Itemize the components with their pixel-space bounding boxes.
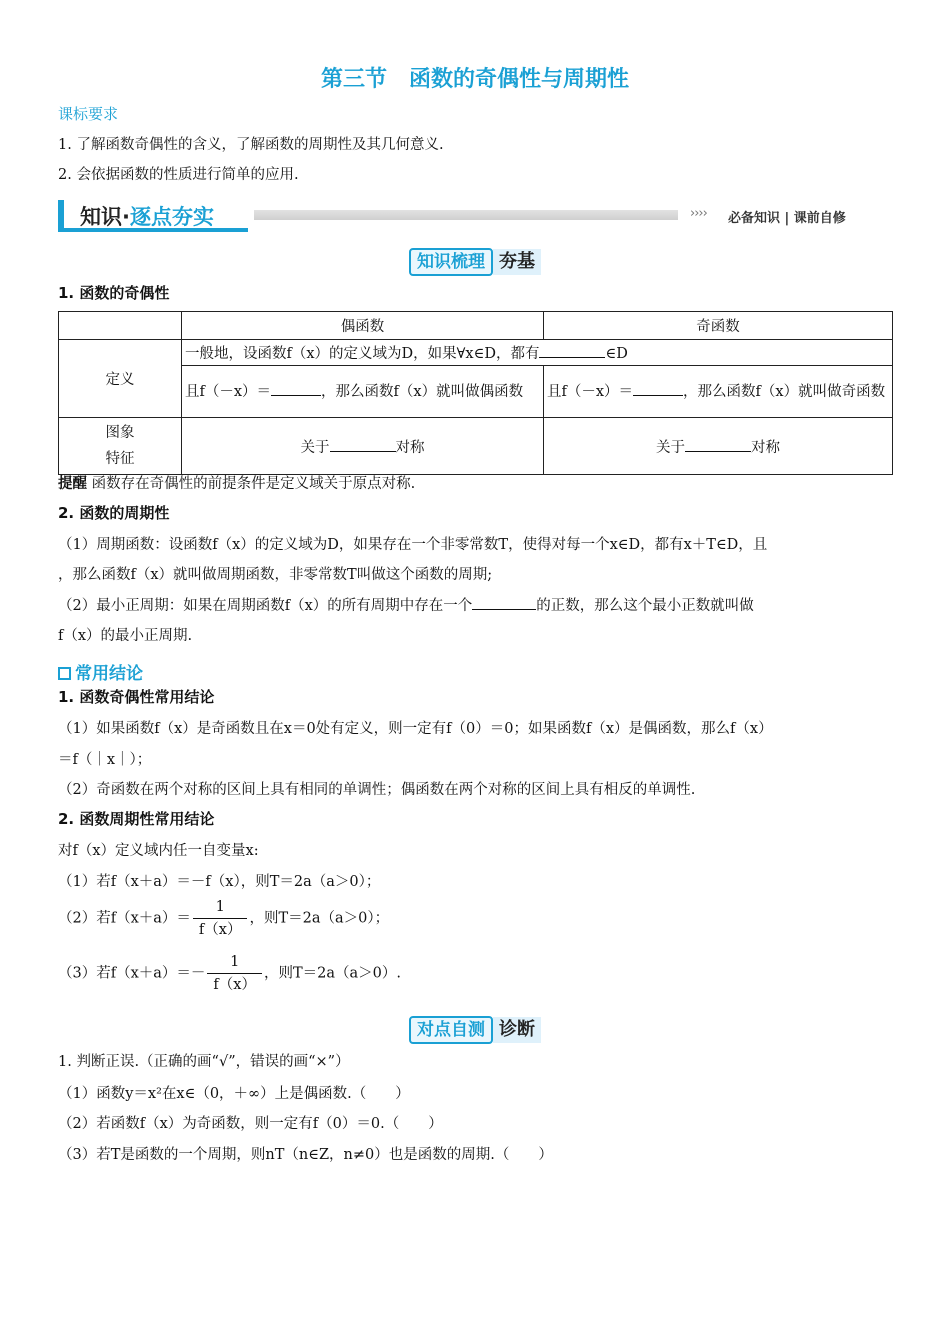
definition-common — [182, 340, 893, 366]
fraction-denominator: f（x） — [213, 977, 256, 993]
row-label-definition: 定义 — [59, 340, 182, 418]
tip-text: 函数存在奇偶性的前提条件是定义域关于原点对称. — [91, 476, 416, 492]
exercise-heading: 1. 判断正误.（正确的画“√”，错误的画“×”） — [58, 1054, 350, 1070]
parity-heading: 1. 函数的奇偶性 — [58, 284, 170, 302]
parity-conclusion-1: （1）如果函数f（x）是奇函数且在x＝0处有定义，则一定有f（0）＝0；如果函数f（x）是偶函数，那么f（x） — [58, 721, 773, 737]
section-suffix: 夯基 — [493, 249, 541, 275]
definition-even-end: ，那么函数f（x）就叫做偶函数 — [321, 383, 524, 400]
rule-2-post: ，则T＝2a（a＞0）； — [249, 910, 390, 927]
period-paragraph-2 — [58, 594, 754, 615]
period-paragraph-2b: f（x）的最小正周期. — [58, 628, 193, 644]
period-p2-pre: （2）最小正周期：如果在周期函数f（x）的所有周期中存在一个 — [58, 598, 473, 614]
blank — [685, 437, 751, 452]
tip-note — [58, 472, 415, 493]
definition-common-end: ∈D — [605, 346, 628, 362]
parity-conclusions-heading: 1. 函数奇偶性常用结论 — [58, 688, 215, 706]
table-corner-cell — [59, 312, 182, 340]
definition-common-text: 一般地，设函数f（x）的定义域为D，如果∀x∈D，都有 — [185, 346, 540, 362]
parity-table — [58, 311, 893, 475]
period-rule-1: （1）若f（x＋a）＝－f（x），则T＝2a（a＞0）； — [58, 874, 381, 890]
parity-conclusion-2: （2）奇函数在两个对称的区间上具有相同的单调性；偶函数在两个对称的区间上具有相反的单调性. — [58, 782, 696, 798]
period-paragraph-1: （1）周期函数：设函数f（x）的定义域为D，如果存在一个非零常数T，使得对每一个x∈D，都有x＋T∈D，且 — [58, 537, 768, 553]
period-p2-post: 的正数，那么这个最小正数就叫做 — [536, 598, 754, 614]
chevrons-icon: ›››› — [690, 206, 707, 221]
row-label-graph — [59, 418, 182, 475]
square-icon — [58, 667, 71, 680]
graph-even-pre: 关于 — [300, 439, 330, 456]
section-header-selftest — [0, 1016, 950, 1044]
knowledge-banner — [58, 198, 858, 238]
definition-even — [182, 366, 544, 418]
header-odd: 奇函数 — [544, 312, 893, 340]
section-tag: 对点自测 — [409, 1016, 493, 1044]
section-header-knowledge — [0, 248, 950, 276]
header-even: 偶函数 — [182, 312, 544, 340]
fraction — [207, 953, 262, 994]
exercise-question-3: （3）若T是函数的一个周期，则nT（n∈Z，n≠0）也是函数的周期.（ ） — [58, 1147, 553, 1163]
period-conclusions-heading: 2. 函数周期性常用结论 — [58, 810, 215, 828]
graph-even — [182, 418, 544, 475]
requirements-heading: 课标要求 — [58, 105, 119, 123]
requirement-item-1: 1. 了解函数奇偶性的含义，了解函数的周期性及其几何意义. — [58, 137, 444, 153]
period-rule-3 — [58, 953, 401, 994]
period-paragraph-1b: ，那么函数f（x）就叫做周期函数，非零常数T叫做这个函数的周期; — [58, 567, 493, 583]
graph-odd-pre: 关于 — [656, 439, 685, 456]
graph-odd — [544, 418, 893, 475]
fraction-numerator: 1 — [193, 898, 248, 919]
rule-3-post: ，则T＝2a（a＞0）. — [263, 965, 401, 982]
section-suffix: 诊断 — [493, 1017, 541, 1043]
conclusions-heading — [58, 659, 143, 684]
banner-title-main: 知识· — [80, 205, 130, 229]
banner-title — [80, 201, 214, 231]
banner-subtitle: 必备知识 | 课前自修 — [728, 211, 846, 226]
graph-even-post: 对称 — [395, 439, 425, 456]
conclusions-heading-text: 常用结论 — [75, 664, 143, 684]
parity-conclusion-1b: ＝f（｜x｜）； — [58, 752, 152, 768]
blank — [330, 437, 396, 452]
period-conclusion-intro: 对f（x）定义域内任一自变量x: — [58, 843, 259, 859]
period-heading: 2. 函数的周期性 — [58, 504, 170, 522]
requirement-item-2: 2. 会依据函数的性质进行简单的应用. — [58, 167, 299, 183]
blank — [539, 343, 605, 358]
section-tag: 知识梳理 — [409, 248, 493, 276]
fraction-numerator: 1 — [207, 953, 262, 974]
graph-odd-post: 对称 — [751, 439, 780, 456]
blank — [472, 595, 536, 610]
period-rule-2 — [58, 898, 389, 939]
tip-label: 提醒 — [58, 476, 87, 492]
exercise-question-1: （1）函数y＝x²在x∈（0，＋∞）上是偶函数.（ ） — [58, 1086, 410, 1102]
banner-divider-bar — [254, 210, 678, 220]
rule-2-pre: （2）若f（x＋a）＝ — [58, 910, 191, 927]
row-label-graph-line-2: 特征 — [105, 451, 135, 467]
definition-odd — [544, 366, 893, 418]
row-label-graph-line-1: 图象 — [105, 425, 135, 441]
definition-even-text: 且f（－x）＝ — [185, 383, 272, 400]
definition-odd-text: 且f（－x）＝ — [547, 383, 634, 400]
fraction — [193, 898, 248, 939]
blank — [633, 381, 683, 396]
banner-title-accent: 逐点夯实 — [129, 205, 214, 229]
definition-odd-end: ，那么函数f（x）就叫做奇函数 — [683, 383, 886, 400]
page-title: 第三节 函数的奇偶性与周期性 — [320, 67, 629, 92]
rule-3-pre: （3）若f（x＋a）＝－ — [58, 965, 206, 982]
fraction-denominator: f（x） — [198, 922, 242, 938]
exercise-question-2: （2）若函数f（x）为奇函数，则一定有f（0）＝0.（ ） — [58, 1116, 443, 1132]
blank — [271, 381, 321, 396]
